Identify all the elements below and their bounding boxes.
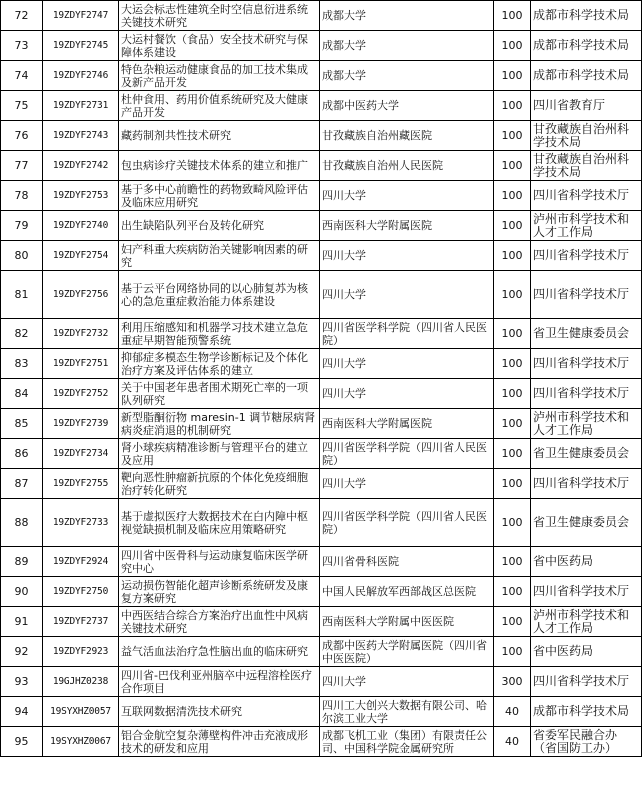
supervising-department: 甘孜藏族自治州科学技术局 (531, 121, 642, 151)
project-title: 铝合金航空复杂薄壁构件冲击充液成形技术的研发和应用 (119, 727, 320, 757)
project-code: 19ZDYF2731 (43, 91, 119, 121)
table-row (1, 439, 642, 469)
table-row (1, 547, 642, 577)
table-row (1, 349, 642, 379)
project-title: 中西医结合综合方案治疗出血性中风病关键技术研究 (119, 607, 320, 637)
row-index: 89 (1, 547, 43, 577)
row-index: 80 (1, 241, 43, 271)
funding-amount: 100 (494, 271, 531, 319)
supervising-department: 四川省科学技术厅 (531, 181, 642, 211)
table-row (1, 469, 642, 499)
host-institution: 成都大学 (320, 61, 494, 91)
project-code: 19SYXHZ0067 (43, 727, 119, 757)
project-title: 抑郁症多模态生物学诊断标记及个体化治疗方案及评估体系的建立 (119, 349, 320, 379)
project-code: 19ZDYF2755 (43, 469, 119, 499)
supervising-department: 成都市科学技术局 (531, 1, 642, 31)
table-row (1, 409, 642, 439)
table-row (1, 61, 642, 91)
project-code: 19ZDYF2732 (43, 319, 119, 349)
host-institution: 四川大学 (320, 379, 494, 409)
supervising-department: 四川省科学技术厅 (531, 271, 642, 319)
supervising-department: 四川省科学技术厅 (531, 667, 642, 697)
host-institution: 成都中医药大学 (320, 91, 494, 121)
project-code: 19ZDYF2752 (43, 379, 119, 409)
table-row (1, 577, 642, 607)
project-code: 19GJHZ0238 (43, 667, 119, 697)
project-code: 19ZDYF2745 (43, 31, 119, 61)
host-institution: 成都大学 (320, 31, 494, 61)
funding-amount: 100 (494, 469, 531, 499)
supervising-department: 省卫生健康委员会 (531, 439, 642, 469)
row-index: 95 (1, 727, 43, 757)
host-institution: 西南医科大学附属中医医院 (320, 607, 494, 637)
supervising-department: 甘孜藏族自治州科学技术局 (531, 151, 642, 181)
project-code: 19ZDYF2733 (43, 499, 119, 547)
project-title: 四川省-巴伐利亚州脑卒中远程溶栓医疗合作项目 (119, 667, 320, 697)
project-title: 特色杂粮运动健康食品的加工技术集成及新产品开发 (119, 61, 320, 91)
supervising-department: 省中医药局 (531, 637, 642, 667)
table-row (1, 151, 642, 181)
supervising-department: 四川省科学技术厅 (531, 349, 642, 379)
funding-amount: 100 (494, 151, 531, 181)
project-code: 19ZDYF2751 (43, 349, 119, 379)
host-institution: 西南医科大学附属医院 (320, 211, 494, 241)
funding-amount: 40 (494, 697, 531, 727)
host-institution: 四川大学 (320, 349, 494, 379)
project-title: 藏药制剂共性技术研究 (119, 121, 320, 151)
host-institution: 四川大学 (320, 271, 494, 319)
funding-amount: 100 (494, 121, 531, 151)
host-institution: 成都大学 (320, 1, 494, 31)
row-index: 86 (1, 439, 43, 469)
host-institution: 四川大学 (320, 241, 494, 271)
table-row (1, 271, 642, 319)
table-row (1, 697, 642, 727)
host-institution: 四川大学 (320, 469, 494, 499)
project-code: 19ZDYF2734 (43, 439, 119, 469)
project-title: 基于云平台网络协同的以心肺复苏为核心的急危重症救治能力体系建设 (119, 271, 320, 319)
table-row (1, 241, 642, 271)
table-row (1, 637, 642, 667)
project-code: 19ZDYF2746 (43, 61, 119, 91)
project-title: 基于虚拟医疗大数据技术在白内障中枢视觉缺损机制及临床应用策略研究 (119, 499, 320, 547)
supervising-department: 四川省科学技术厅 (531, 469, 642, 499)
project-title: 靶向恶性肿瘤新抗原的个体化免疫细胞治疗转化研究 (119, 469, 320, 499)
table-row (1, 91, 642, 121)
supervising-department: 四川省科学技术厅 (531, 379, 642, 409)
host-institution: 甘孜藏族自治州人民医院 (320, 151, 494, 181)
supervising-department: 省卫生健康委员会 (531, 499, 642, 547)
project-code: 19ZDYF2923 (43, 637, 119, 667)
funding-amount: 300 (494, 667, 531, 697)
project-title: 新型脂酮衍物 maresin-1 调节糖尿病肾病炎症消退的机制研究 (119, 409, 320, 439)
funding-amount: 100 (494, 211, 531, 241)
row-index: 79 (1, 211, 43, 241)
funding-amount: 100 (494, 379, 531, 409)
supervising-department: 泸州市科学技术和人才工作局 (531, 409, 642, 439)
funding-amount: 100 (494, 1, 531, 31)
supervising-department: 成都市科学技术局 (531, 31, 642, 61)
row-index: 78 (1, 181, 43, 211)
host-institution: 成都飞机工业（集团）有限责任公司、中国科学院金属研究所 (320, 727, 494, 757)
row-index: 84 (1, 379, 43, 409)
host-institution: 成都中医药大学附属医院（四川省中医医院） (320, 637, 494, 667)
supervising-department: 四川省教育厅 (531, 91, 642, 121)
row-index: 77 (1, 151, 43, 181)
funding-amount: 100 (494, 607, 531, 637)
row-index: 73 (1, 31, 43, 61)
host-institution: 四川省骨科医院 (320, 547, 494, 577)
row-index: 91 (1, 607, 43, 637)
funding-amount: 100 (494, 91, 531, 121)
project-code: 19ZDYF2924 (43, 547, 119, 577)
funding-amount: 100 (494, 439, 531, 469)
supervising-department: 省中医药局 (531, 547, 642, 577)
table-row (1, 1, 642, 31)
host-institution: 中国人民解放军西部战区总医院 (320, 577, 494, 607)
project-title: 利用压缩感知和机器学习技术建立急危重症早期智能预警系统 (119, 319, 320, 349)
funding-amount: 100 (494, 181, 531, 211)
table-body (1, 1, 642, 757)
project-code: 19SYXHZ0057 (43, 697, 119, 727)
host-institution: 甘孜藏族自治州藏医院 (320, 121, 494, 151)
supervising-department: 省卫生健康委员会 (531, 319, 642, 349)
funding-amount: 100 (494, 349, 531, 379)
table-row (1, 727, 642, 757)
project-title: 大运村餐饮（食品）安全技术研究与保障体系建设 (119, 31, 320, 61)
project-code: 19ZDYF2750 (43, 577, 119, 607)
supervising-department: 省委军民融合办（省国防工办） (531, 727, 642, 757)
funding-amount: 100 (494, 61, 531, 91)
table-row (1, 607, 642, 637)
table-row (1, 121, 642, 151)
row-index: 74 (1, 61, 43, 91)
project-code: 19ZDYF2753 (43, 181, 119, 211)
table-row (1, 319, 642, 349)
row-index: 83 (1, 349, 43, 379)
host-institution: 四川大学 (320, 667, 494, 697)
project-code: 19ZDYF2743 (43, 121, 119, 151)
row-index: 81 (1, 271, 43, 319)
project-code: 19ZDYF2756 (43, 271, 119, 319)
funding-amount: 100 (494, 499, 531, 547)
project-title: 运动损伤智能化超声诊断系统研发及康复方案研究 (119, 577, 320, 607)
row-index: 75 (1, 91, 43, 121)
project-title: 基于多中心前瞻性的药物致畸风险评估及临床应用研究 (119, 181, 320, 211)
table-row (1, 499, 642, 547)
funding-amount: 100 (494, 637, 531, 667)
host-institution: 四川省医学科学院（四川省人民医院） (320, 319, 494, 349)
project-title: 大运会标志性建筑全时空信息衍进系统关键技术研究 (119, 1, 320, 31)
host-institution: 四川工大创兴大数据有限公司、哈尔滨工业大学 (320, 697, 494, 727)
project-title: 肾小球疾病精准诊断与管理平台的建立及应用 (119, 439, 320, 469)
table-row (1, 211, 642, 241)
project-title: 包虫病诊疗关键技术体系的建立和推广 (119, 151, 320, 181)
supervising-department: 泸州市科学技术和人才工作局 (531, 211, 642, 241)
funding-amount: 100 (494, 31, 531, 61)
project-title: 互联网数据清洗技术研究 (119, 697, 320, 727)
supervising-department: 成都市科学技术局 (531, 61, 642, 91)
project-code: 19ZDYF2737 (43, 607, 119, 637)
table-row (1, 379, 642, 409)
row-index: 92 (1, 637, 43, 667)
project-title: 妇产科重大疾病防治关键影响因素的研究 (119, 241, 320, 271)
table-row (1, 667, 642, 697)
row-index: 72 (1, 1, 43, 31)
funding-amount: 40 (494, 727, 531, 757)
project-code: 19ZDYF2754 (43, 241, 119, 271)
funding-amount: 100 (494, 577, 531, 607)
project-title: 杜仲食用、药用价值系统研究及大健康产品开发 (119, 91, 320, 121)
funding-amount: 100 (494, 241, 531, 271)
table-row (1, 31, 642, 61)
project-title: 关于中国老年患者围术期死亡率的一项队列研究 (119, 379, 320, 409)
row-index: 87 (1, 469, 43, 499)
project-title: 益气活血法治疗急性脑出血的临床研究 (119, 637, 320, 667)
row-index: 93 (1, 667, 43, 697)
funding-amount: 100 (494, 319, 531, 349)
supervising-department: 四川省科学技术厅 (531, 241, 642, 271)
row-index: 88 (1, 499, 43, 547)
project-code: 19ZDYF2747 (43, 1, 119, 31)
project-title: 出生缺陷队列平台及转化研究 (119, 211, 320, 241)
project-code: 19ZDYF2742 (43, 151, 119, 181)
table-row (1, 181, 642, 211)
host-institution: 四川省医学科学院（四川省人民医院） (320, 499, 494, 547)
host-institution: 西南医科大学附属医院 (320, 409, 494, 439)
host-institution: 四川省医学科学院（四川省人民医院） (320, 439, 494, 469)
row-index: 85 (1, 409, 43, 439)
supervising-department: 成都市科学技术局 (531, 697, 642, 727)
funding-amount: 100 (494, 409, 531, 439)
row-index: 82 (1, 319, 43, 349)
project-code: 19ZDYF2739 (43, 409, 119, 439)
host-institution: 四川大学 (320, 181, 494, 211)
row-index: 90 (1, 577, 43, 607)
project-code: 19ZDYF2740 (43, 211, 119, 241)
supervising-department: 泸州市科学技术和人才工作局 (531, 607, 642, 637)
funding-amount: 100 (494, 547, 531, 577)
row-index: 76 (1, 121, 43, 151)
row-index: 94 (1, 697, 43, 727)
supervising-department: 四川省科学技术厅 (531, 577, 642, 607)
project-title: 四川省中医骨科与运动康复临床医学研究中心 (119, 547, 320, 577)
